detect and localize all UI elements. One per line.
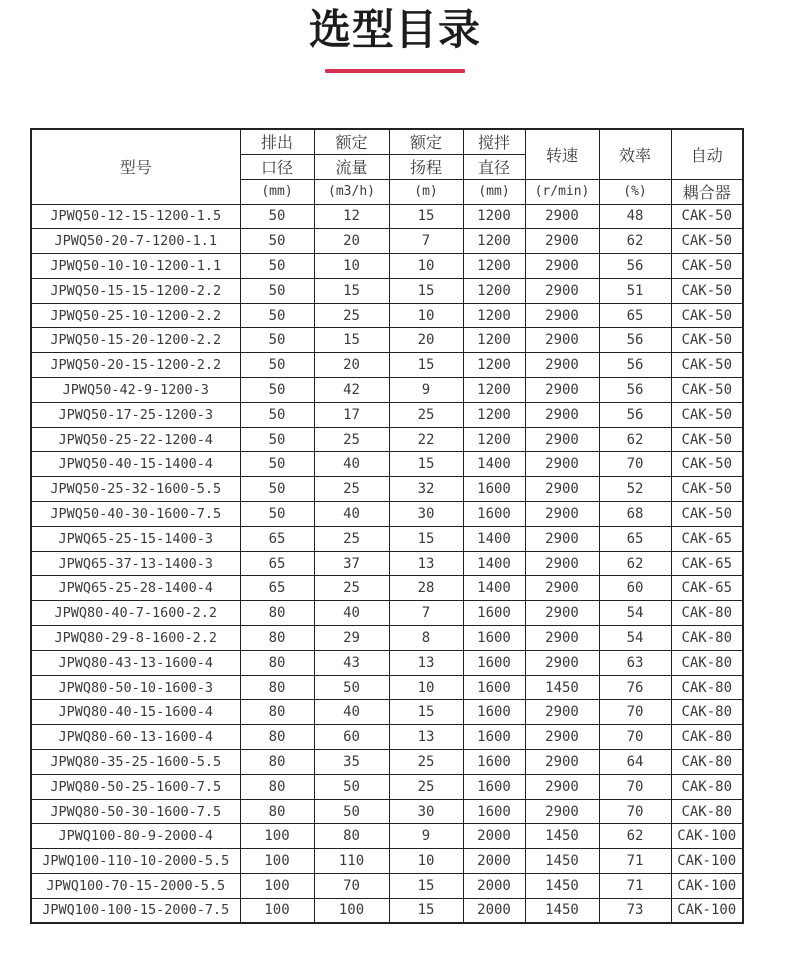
rated-flow-cell: 12 bbox=[314, 204, 389, 229]
col-unit-flow: (m3/h) bbox=[314, 179, 389, 204]
table-row bbox=[31, 898, 743, 923]
efficiency-cell: 56 bbox=[599, 328, 671, 353]
table-row bbox=[31, 427, 743, 452]
rated-head-cell: 8 bbox=[389, 626, 463, 651]
rated-head-cell: 30 bbox=[389, 799, 463, 824]
mixing-diameter-cell: 1400 bbox=[463, 526, 525, 551]
model-cell: JPWQ50-15-15-1200-2.2 bbox=[31, 278, 240, 303]
efficiency-cell: 54 bbox=[599, 626, 671, 651]
rated-head-cell: 10 bbox=[389, 254, 463, 279]
page-title: 选型目录 bbox=[308, 6, 481, 53]
coupler-cell: CAK-50 bbox=[671, 204, 743, 229]
rated-flow-cell: 110 bbox=[314, 849, 389, 874]
table-row bbox=[31, 700, 743, 725]
coupler-cell: CAK-50 bbox=[671, 303, 743, 328]
speed-cell: 2900 bbox=[525, 650, 599, 675]
model-cell: JPWQ65-25-15-1400-3 bbox=[31, 526, 240, 551]
efficiency-cell: 54 bbox=[599, 601, 671, 626]
mixing-diameter-cell: 1200 bbox=[463, 254, 525, 279]
rated-flow-cell: 60 bbox=[314, 725, 389, 750]
mixing-diameter-cell: 1600 bbox=[463, 675, 525, 700]
efficiency-cell: 56 bbox=[599, 254, 671, 279]
col-header-flow-line2: 流量 bbox=[314, 154, 389, 179]
efficiency-cell: 64 bbox=[599, 750, 671, 775]
speed-cell: 1450 bbox=[525, 675, 599, 700]
rated-flow-cell: 40 bbox=[314, 700, 389, 725]
coupler-cell: CAK-80 bbox=[671, 626, 743, 651]
speed-cell: 2900 bbox=[525, 204, 599, 229]
rated-flow-cell: 43 bbox=[314, 650, 389, 675]
mixing-diameter-cell: 2000 bbox=[463, 849, 525, 874]
coupler-cell: CAK-50 bbox=[671, 229, 743, 254]
model-cell: JPWQ50-12-15-1200-1.5 bbox=[31, 204, 240, 229]
coupler-cell: CAK-80 bbox=[671, 601, 743, 626]
outlet-diameter-cell: 80 bbox=[240, 700, 314, 725]
speed-cell: 2900 bbox=[525, 799, 599, 824]
rated-flow-cell: 20 bbox=[314, 229, 389, 254]
model-cell: JPWQ100-70-15-2000-5.5 bbox=[31, 874, 240, 899]
table-row bbox=[31, 675, 743, 700]
speed-cell: 2900 bbox=[525, 526, 599, 551]
coupler-cell: CAK-65 bbox=[671, 576, 743, 601]
outlet-diameter-cell: 80 bbox=[240, 626, 314, 651]
speed-cell: 2900 bbox=[525, 254, 599, 279]
rated-head-cell: 28 bbox=[389, 576, 463, 601]
rated-head-cell: 13 bbox=[389, 551, 463, 576]
table-row bbox=[31, 849, 743, 874]
coupler-cell: CAK-50 bbox=[671, 402, 743, 427]
efficiency-cell: 60 bbox=[599, 576, 671, 601]
col-header-coupler-sub: 耦合器 bbox=[671, 179, 743, 204]
coupler-cell: CAK-80 bbox=[671, 750, 743, 775]
efficiency-cell: 62 bbox=[599, 824, 671, 849]
rated-flow-cell: 50 bbox=[314, 774, 389, 799]
rated-head-cell: 15 bbox=[389, 898, 463, 923]
model-cell: JPWQ50-40-15-1400-4 bbox=[31, 452, 240, 477]
mixing-diameter-cell: 1600 bbox=[463, 799, 525, 824]
speed-cell: 1450 bbox=[525, 824, 599, 849]
outlet-diameter-cell: 100 bbox=[240, 849, 314, 874]
rated-flow-cell: 25 bbox=[314, 526, 389, 551]
coupler-cell: CAK-50 bbox=[671, 278, 743, 303]
selection-table bbox=[30, 128, 744, 924]
col-header-mixing-line2: 直径 bbox=[463, 154, 525, 179]
speed-cell: 2900 bbox=[525, 328, 599, 353]
coupler-cell: CAK-100 bbox=[671, 874, 743, 899]
mixing-diameter-cell: 1200 bbox=[463, 378, 525, 403]
outlet-diameter-cell: 65 bbox=[240, 551, 314, 576]
rated-flow-cell: 15 bbox=[314, 328, 389, 353]
rated-head-cell: 15 bbox=[389, 700, 463, 725]
col-header-mixing-line1: 搅拌 bbox=[463, 129, 525, 154]
rated-flow-cell: 50 bbox=[314, 675, 389, 700]
rated-head-cell: 25 bbox=[389, 750, 463, 775]
coupler-cell: CAK-65 bbox=[671, 551, 743, 576]
outlet-diameter-cell: 50 bbox=[240, 353, 314, 378]
model-cell: JPWQ50-25-32-1600-5.5 bbox=[31, 477, 240, 502]
rated-head-cell: 13 bbox=[389, 650, 463, 675]
speed-cell: 2900 bbox=[525, 576, 599, 601]
model-cell: JPWQ50-20-15-1200-2.2 bbox=[31, 353, 240, 378]
model-cell: JPWQ80-50-10-1600-3 bbox=[31, 675, 240, 700]
table-row bbox=[31, 526, 743, 551]
outlet-diameter-cell: 100 bbox=[240, 898, 314, 923]
col-header-flow-line1: 额定 bbox=[314, 129, 389, 154]
efficiency-cell: 62 bbox=[599, 551, 671, 576]
mixing-diameter-cell: 1600 bbox=[463, 601, 525, 626]
col-header-speed: 转速 bbox=[525, 129, 599, 179]
speed-cell: 2900 bbox=[525, 353, 599, 378]
table-row bbox=[31, 502, 743, 527]
mixing-diameter-cell: 1200 bbox=[463, 303, 525, 328]
mixing-diameter-cell: 1200 bbox=[463, 328, 525, 353]
coupler-cell: CAK-80 bbox=[671, 799, 743, 824]
table-row bbox=[31, 650, 743, 675]
col-header-head-line1: 额定 bbox=[389, 129, 463, 154]
table-row bbox=[31, 353, 743, 378]
mixing-diameter-cell: 1600 bbox=[463, 650, 525, 675]
rated-head-cell: 15 bbox=[389, 874, 463, 899]
rated-head-cell: 10 bbox=[389, 675, 463, 700]
table-row bbox=[31, 452, 743, 477]
model-cell: JPWQ80-29-8-1600-2.2 bbox=[31, 626, 240, 651]
outlet-diameter-cell: 50 bbox=[240, 254, 314, 279]
mixing-diameter-cell: 1200 bbox=[463, 427, 525, 452]
mixing-diameter-cell: 1200 bbox=[463, 353, 525, 378]
speed-cell: 2900 bbox=[525, 477, 599, 502]
efficiency-cell: 73 bbox=[599, 898, 671, 923]
model-cell: JPWQ50-17-25-1200-3 bbox=[31, 402, 240, 427]
table-row bbox=[31, 750, 743, 775]
coupler-cell: CAK-50 bbox=[671, 477, 743, 502]
table-row bbox=[31, 551, 743, 576]
coupler-cell: CAK-50 bbox=[671, 378, 743, 403]
speed-cell: 2900 bbox=[525, 303, 599, 328]
mixing-diameter-cell: 1600 bbox=[463, 700, 525, 725]
rated-flow-cell: 29 bbox=[314, 626, 389, 651]
outlet-diameter-cell: 50 bbox=[240, 427, 314, 452]
rated-head-cell: 15 bbox=[389, 526, 463, 551]
efficiency-cell: 56 bbox=[599, 378, 671, 403]
table-row bbox=[31, 477, 743, 502]
speed-cell: 2900 bbox=[525, 402, 599, 427]
table-row bbox=[31, 378, 743, 403]
efficiency-cell: 70 bbox=[599, 452, 671, 477]
speed-cell: 2900 bbox=[525, 725, 599, 750]
speed-cell: 2900 bbox=[525, 700, 599, 725]
rated-head-cell: 7 bbox=[389, 229, 463, 254]
col-unit-speed: (r/min) bbox=[525, 179, 599, 204]
mixing-diameter-cell: 1600 bbox=[463, 750, 525, 775]
model-cell: JPWQ80-50-25-1600-7.5 bbox=[31, 774, 240, 799]
col-unit-efficiency: (%) bbox=[599, 179, 671, 204]
table-body bbox=[31, 204, 743, 923]
outlet-diameter-cell: 80 bbox=[240, 799, 314, 824]
coupler-cell: CAK-50 bbox=[671, 353, 743, 378]
table-row bbox=[31, 278, 743, 303]
efficiency-cell: 70 bbox=[599, 774, 671, 799]
table-row bbox=[31, 799, 743, 824]
mixing-diameter-cell: 1600 bbox=[463, 725, 525, 750]
rated-head-cell: 13 bbox=[389, 725, 463, 750]
efficiency-cell: 52 bbox=[599, 477, 671, 502]
col-unit-outlet: (mm) bbox=[240, 179, 314, 204]
rated-flow-cell: 40 bbox=[314, 502, 389, 527]
model-cell: JPWQ50-25-10-1200-2.2 bbox=[31, 303, 240, 328]
coupler-cell: CAK-100 bbox=[671, 824, 743, 849]
outlet-diameter-cell: 50 bbox=[240, 452, 314, 477]
col-header-model: 型号 bbox=[31, 129, 240, 204]
col-header-outlet-line2: 口径 bbox=[240, 154, 314, 179]
coupler-cell: CAK-80 bbox=[671, 675, 743, 700]
speed-cell: 2900 bbox=[525, 452, 599, 477]
mixing-diameter-cell: 2000 bbox=[463, 898, 525, 923]
outlet-diameter-cell: 50 bbox=[240, 303, 314, 328]
efficiency-cell: 68 bbox=[599, 502, 671, 527]
efficiency-cell: 71 bbox=[599, 874, 671, 899]
outlet-diameter-cell: 50 bbox=[240, 378, 314, 403]
speed-cell: 2900 bbox=[525, 502, 599, 527]
outlet-diameter-cell: 50 bbox=[240, 229, 314, 254]
efficiency-cell: 70 bbox=[599, 700, 671, 725]
outlet-diameter-cell: 80 bbox=[240, 750, 314, 775]
mixing-diameter-cell: 2000 bbox=[463, 824, 525, 849]
table-row bbox=[31, 328, 743, 353]
outlet-diameter-cell: 50 bbox=[240, 328, 314, 353]
model-cell: JPWQ50-40-30-1600-7.5 bbox=[31, 502, 240, 527]
efficiency-cell: 76 bbox=[599, 675, 671, 700]
coupler-cell: CAK-65 bbox=[671, 526, 743, 551]
efficiency-cell: 56 bbox=[599, 402, 671, 427]
table-row bbox=[31, 402, 743, 427]
col-header-efficiency: 效率 bbox=[599, 129, 671, 179]
model-cell: JPWQ80-43-13-1600-4 bbox=[31, 650, 240, 675]
mixing-diameter-cell: 1400 bbox=[463, 551, 525, 576]
coupler-cell: CAK-100 bbox=[671, 898, 743, 923]
speed-cell: 2900 bbox=[525, 750, 599, 775]
rated-head-cell: 30 bbox=[389, 502, 463, 527]
outlet-diameter-cell: 50 bbox=[240, 204, 314, 229]
efficiency-cell: 65 bbox=[599, 526, 671, 551]
model-cell: JPWQ80-50-30-1600-7.5 bbox=[31, 799, 240, 824]
rated-flow-cell: 35 bbox=[314, 750, 389, 775]
table-row bbox=[31, 626, 743, 651]
col-header-outlet-line1: 排出 bbox=[240, 129, 314, 154]
speed-cell: 2900 bbox=[525, 427, 599, 452]
model-cell: JPWQ50-25-22-1200-4 bbox=[31, 427, 240, 452]
rated-head-cell: 20 bbox=[389, 328, 463, 353]
col-unit-head: (m) bbox=[389, 179, 463, 204]
rated-flow-cell: 25 bbox=[314, 427, 389, 452]
model-cell: JPWQ50-20-7-1200-1.1 bbox=[31, 229, 240, 254]
table-row bbox=[31, 874, 743, 899]
coupler-cell: CAK-50 bbox=[671, 502, 743, 527]
efficiency-cell: 70 bbox=[599, 799, 671, 824]
outlet-diameter-cell: 80 bbox=[240, 774, 314, 799]
model-cell: JPWQ100-100-15-2000-7.5 bbox=[31, 898, 240, 923]
mixing-diameter-cell: 1400 bbox=[463, 576, 525, 601]
coupler-cell: CAK-80 bbox=[671, 650, 743, 675]
table-row bbox=[31, 229, 743, 254]
model-cell: JPWQ50-10-10-1200-1.1 bbox=[31, 254, 240, 279]
table-row bbox=[31, 725, 743, 750]
model-cell: JPWQ100-110-10-2000-5.5 bbox=[31, 849, 240, 874]
rated-head-cell: 22 bbox=[389, 427, 463, 452]
speed-cell: 2900 bbox=[525, 626, 599, 651]
table-row bbox=[31, 204, 743, 229]
outlet-diameter-cell: 80 bbox=[240, 725, 314, 750]
model-cell: JPWQ100-80-9-2000-4 bbox=[31, 824, 240, 849]
table-row bbox=[31, 601, 743, 626]
mixing-diameter-cell: 1200 bbox=[463, 278, 525, 303]
rated-head-cell: 15 bbox=[389, 353, 463, 378]
rated-flow-cell: 25 bbox=[314, 576, 389, 601]
mixing-diameter-cell: 1600 bbox=[463, 774, 525, 799]
rated-head-cell: 15 bbox=[389, 452, 463, 477]
mixing-diameter-cell: 1200 bbox=[463, 402, 525, 427]
rated-head-cell: 9 bbox=[389, 824, 463, 849]
rated-head-cell: 25 bbox=[389, 402, 463, 427]
outlet-diameter-cell: 50 bbox=[240, 477, 314, 502]
outlet-diameter-cell: 50 bbox=[240, 278, 314, 303]
model-cell: JPWQ80-35-25-1600-5.5 bbox=[31, 750, 240, 775]
outlet-diameter-cell: 100 bbox=[240, 824, 314, 849]
rated-flow-cell: 80 bbox=[314, 824, 389, 849]
speed-cell: 2900 bbox=[525, 601, 599, 626]
speed-cell: 1450 bbox=[525, 849, 599, 874]
rated-flow-cell: 25 bbox=[314, 303, 389, 328]
outlet-diameter-cell: 80 bbox=[240, 675, 314, 700]
rated-head-cell: 9 bbox=[389, 378, 463, 403]
col-header-head-line2: 扬程 bbox=[389, 154, 463, 179]
coupler-cell: CAK-50 bbox=[671, 328, 743, 353]
mixing-diameter-cell: 1200 bbox=[463, 204, 525, 229]
outlet-diameter-cell: 65 bbox=[240, 576, 314, 601]
rated-flow-cell: 15 bbox=[314, 278, 389, 303]
speed-cell: 2900 bbox=[525, 378, 599, 403]
table-row bbox=[31, 254, 743, 279]
efficiency-cell: 56 bbox=[599, 353, 671, 378]
rated-head-cell: 10 bbox=[389, 849, 463, 874]
rated-head-cell: 10 bbox=[389, 303, 463, 328]
coupler-cell: CAK-80 bbox=[671, 700, 743, 725]
mixing-diameter-cell: 1200 bbox=[463, 229, 525, 254]
rated-flow-cell: 70 bbox=[314, 874, 389, 899]
coupler-cell: CAK-80 bbox=[671, 774, 743, 799]
coupler-cell: CAK-50 bbox=[671, 427, 743, 452]
rated-flow-cell: 40 bbox=[314, 452, 389, 477]
speed-cell: 1450 bbox=[525, 898, 599, 923]
outlet-diameter-cell: 100 bbox=[240, 874, 314, 899]
title-underline bbox=[325, 69, 465, 73]
efficiency-cell: 65 bbox=[599, 303, 671, 328]
model-cell: JPWQ80-60-13-1600-4 bbox=[31, 725, 240, 750]
speed-cell: 2900 bbox=[525, 278, 599, 303]
model-cell: JPWQ65-37-13-1400-3 bbox=[31, 551, 240, 576]
model-cell: JPWQ50-15-20-1200-2.2 bbox=[31, 328, 240, 353]
table-row bbox=[31, 303, 743, 328]
outlet-diameter-cell: 80 bbox=[240, 601, 314, 626]
table-header bbox=[31, 129, 743, 204]
rated-head-cell: 25 bbox=[389, 774, 463, 799]
model-cell: JPWQ80-40-7-1600-2.2 bbox=[31, 601, 240, 626]
mixing-diameter-cell: 1600 bbox=[463, 502, 525, 527]
efficiency-cell: 51 bbox=[599, 278, 671, 303]
rated-flow-cell: 37 bbox=[314, 551, 389, 576]
col-header-coupler: 自动 bbox=[671, 129, 743, 179]
outlet-diameter-cell: 50 bbox=[240, 502, 314, 527]
efficiency-cell: 63 bbox=[599, 650, 671, 675]
table-row bbox=[31, 576, 743, 601]
model-cell: JPWQ50-42-9-1200-3 bbox=[31, 378, 240, 403]
rated-flow-cell: 17 bbox=[314, 402, 389, 427]
outlet-diameter-cell: 65 bbox=[240, 526, 314, 551]
rated-head-cell: 7 bbox=[389, 601, 463, 626]
speed-cell: 2900 bbox=[525, 229, 599, 254]
model-cell: JPWQ80-40-15-1600-4 bbox=[31, 700, 240, 725]
rated-head-cell: 15 bbox=[389, 278, 463, 303]
efficiency-cell: 48 bbox=[599, 204, 671, 229]
speed-cell: 2900 bbox=[525, 774, 599, 799]
model-cell: JPWQ65-25-28-1400-4 bbox=[31, 576, 240, 601]
rated-flow-cell: 50 bbox=[314, 799, 389, 824]
rated-head-cell: 15 bbox=[389, 204, 463, 229]
coupler-cell: CAK-100 bbox=[671, 849, 743, 874]
rated-flow-cell: 20 bbox=[314, 353, 389, 378]
rated-flow-cell: 25 bbox=[314, 477, 389, 502]
col-unit-mixing: (mm) bbox=[463, 179, 525, 204]
efficiency-cell: 62 bbox=[599, 229, 671, 254]
mixing-diameter-cell: 1600 bbox=[463, 626, 525, 651]
efficiency-cell: 70 bbox=[599, 725, 671, 750]
rated-flow-cell: 40 bbox=[314, 601, 389, 626]
coupler-cell: CAK-80 bbox=[671, 725, 743, 750]
outlet-diameter-cell: 50 bbox=[240, 402, 314, 427]
rated-head-cell: 32 bbox=[389, 477, 463, 502]
efficiency-cell: 62 bbox=[599, 427, 671, 452]
mixing-diameter-cell: 2000 bbox=[463, 874, 525, 899]
table-row bbox=[31, 774, 743, 799]
rated-flow-cell: 42 bbox=[314, 378, 389, 403]
efficiency-cell: 71 bbox=[599, 849, 671, 874]
mixing-diameter-cell: 1400 bbox=[463, 452, 525, 477]
rated-flow-cell: 100 bbox=[314, 898, 389, 923]
speed-cell: 1450 bbox=[525, 874, 599, 899]
outlet-diameter-cell: 80 bbox=[240, 650, 314, 675]
coupler-cell: CAK-50 bbox=[671, 254, 743, 279]
speed-cell: 2900 bbox=[525, 551, 599, 576]
coupler-cell: CAK-50 bbox=[671, 452, 743, 477]
mixing-diameter-cell: 1600 bbox=[463, 477, 525, 502]
rated-flow-cell: 10 bbox=[314, 254, 389, 279]
table-row bbox=[31, 824, 743, 849]
